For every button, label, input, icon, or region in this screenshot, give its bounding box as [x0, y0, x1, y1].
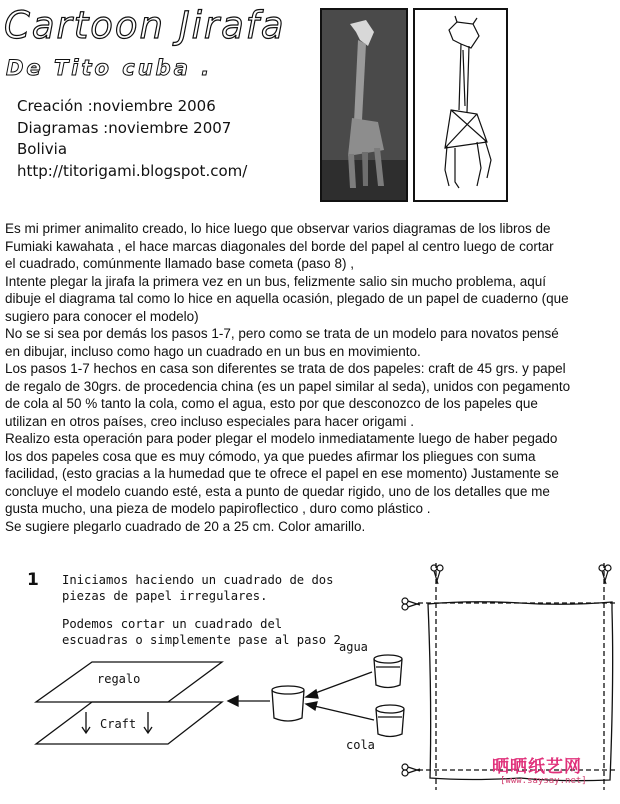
step1-line: piezas de papel irregulares.: [62, 589, 268, 603]
step1-instruction: [62, 572, 334, 604]
gift-paper-label: regalo: [97, 672, 141, 686]
country: Bolivia: [17, 140, 68, 158]
giraffe-diagram-drawing: [413, 8, 508, 202]
scissors-icon: [599, 565, 611, 584]
step1-line: Podemos cortar un cuadrado del: [62, 617, 283, 631]
diagram-date: Diagramas :noviembre 2007: [17, 118, 232, 137]
body-line: gusta mucho, una pieza de modelo papiroflectico , duro como plástico .: [5, 501, 431, 516]
body-line: Intente plegar la jirafa la primera vez en un bus, felizmente salio sin mucho problema, aquí: [5, 273, 547, 289]
step-number: 1: [27, 570, 39, 590]
body-line: Realizo esta operación para poder plegar el modelo inmediatamente luego de haber pegado: [5, 431, 558, 446]
page-title: Cartoon Jirafa: [4, 4, 286, 47]
scissors-icon: [402, 764, 420, 776]
body-line: Es mi primer animalito creado, lo hice luego que observar varios diagramas de los libros de: [5, 221, 551, 236]
craft-paper-label: Craft: [100, 717, 137, 731]
glue-label: cola: [346, 738, 375, 752]
body-line: facilidad, (esto gracias a la humedad que te ofrece el papel en ese momento) Justamente se: [5, 466, 559, 481]
body-line: sugiero para conocer el modelo): [5, 308, 199, 324]
body-line: concluye el modelo cuando esté, esta a punto de quedar rigido, uno de los detalles que me: [5, 483, 550, 499]
step1-note: [62, 616, 341, 648]
scissors-icon: [402, 598, 420, 610]
body-line: Se sugiere plegarlo cuadrado de 20 a 25 cm. Color amarillo.: [5, 518, 366, 534]
giraffe-photo: [320, 8, 408, 202]
intro-text: [5, 220, 613, 535]
blog-url: http://titorigami.blogspot.com/: [17, 161, 248, 180]
body-line: Fumiaki kawahata , el hace marcas diagonales del borde del papel al centro luego de cortar: [5, 238, 554, 254]
body-line: Los pasos 1-7 hechos en casa son diferentes se trata de dos papeles: craft de 45 grs. y papel: [5, 361, 566, 376]
scissors-icon: [431, 565, 443, 584]
body-line: dibuje el diagrama tal como lo hice en aquella ocasión, plegado de un papel de cuaderno (que: [5, 291, 569, 306]
water-label: agua: [339, 640, 368, 654]
body-line: en dibujar, incluso como hago un cuadrado en un bus en movimiento.: [5, 343, 421, 359]
watermark-url: [www.saysay.net]: [500, 776, 587, 786]
author-subtitle: De Tito cuba .: [6, 56, 213, 80]
body-line: de cola al 50 % tanto la cola, como el agua, esto por que desconozco de los papeles que: [5, 396, 538, 411]
watermark-brand: 晒晒纸艺网: [492, 757, 582, 777]
body-line: de regalo de 30grs. de procedencia china (es un papel similar al seda), unidos con pegamento: [5, 378, 571, 394]
body-line: el cuadrado, comúnmente llamado base cometa (paso 8) ,: [5, 256, 354, 271]
step1-line: Iniciamos haciendo un cuadrado de dos: [62, 573, 334, 587]
body-line: No se si sea por demás los pasos 1-7, pero como se trata de un modelo para novatos pensé: [5, 326, 559, 341]
body-line: utilizan en otros países, creo incluso especiales para hacer origami .: [5, 413, 414, 429]
step1-line: escuadras o simplemente pase al paso 2: [62, 633, 341, 647]
creation-date: Creación :noviembre 2006: [17, 97, 216, 115]
body-line: los dos papeles cosa que es muy cómodo, ya que puedes afirmar los pliegues con suma: [5, 448, 536, 464]
meta-info: [17, 96, 247, 182]
